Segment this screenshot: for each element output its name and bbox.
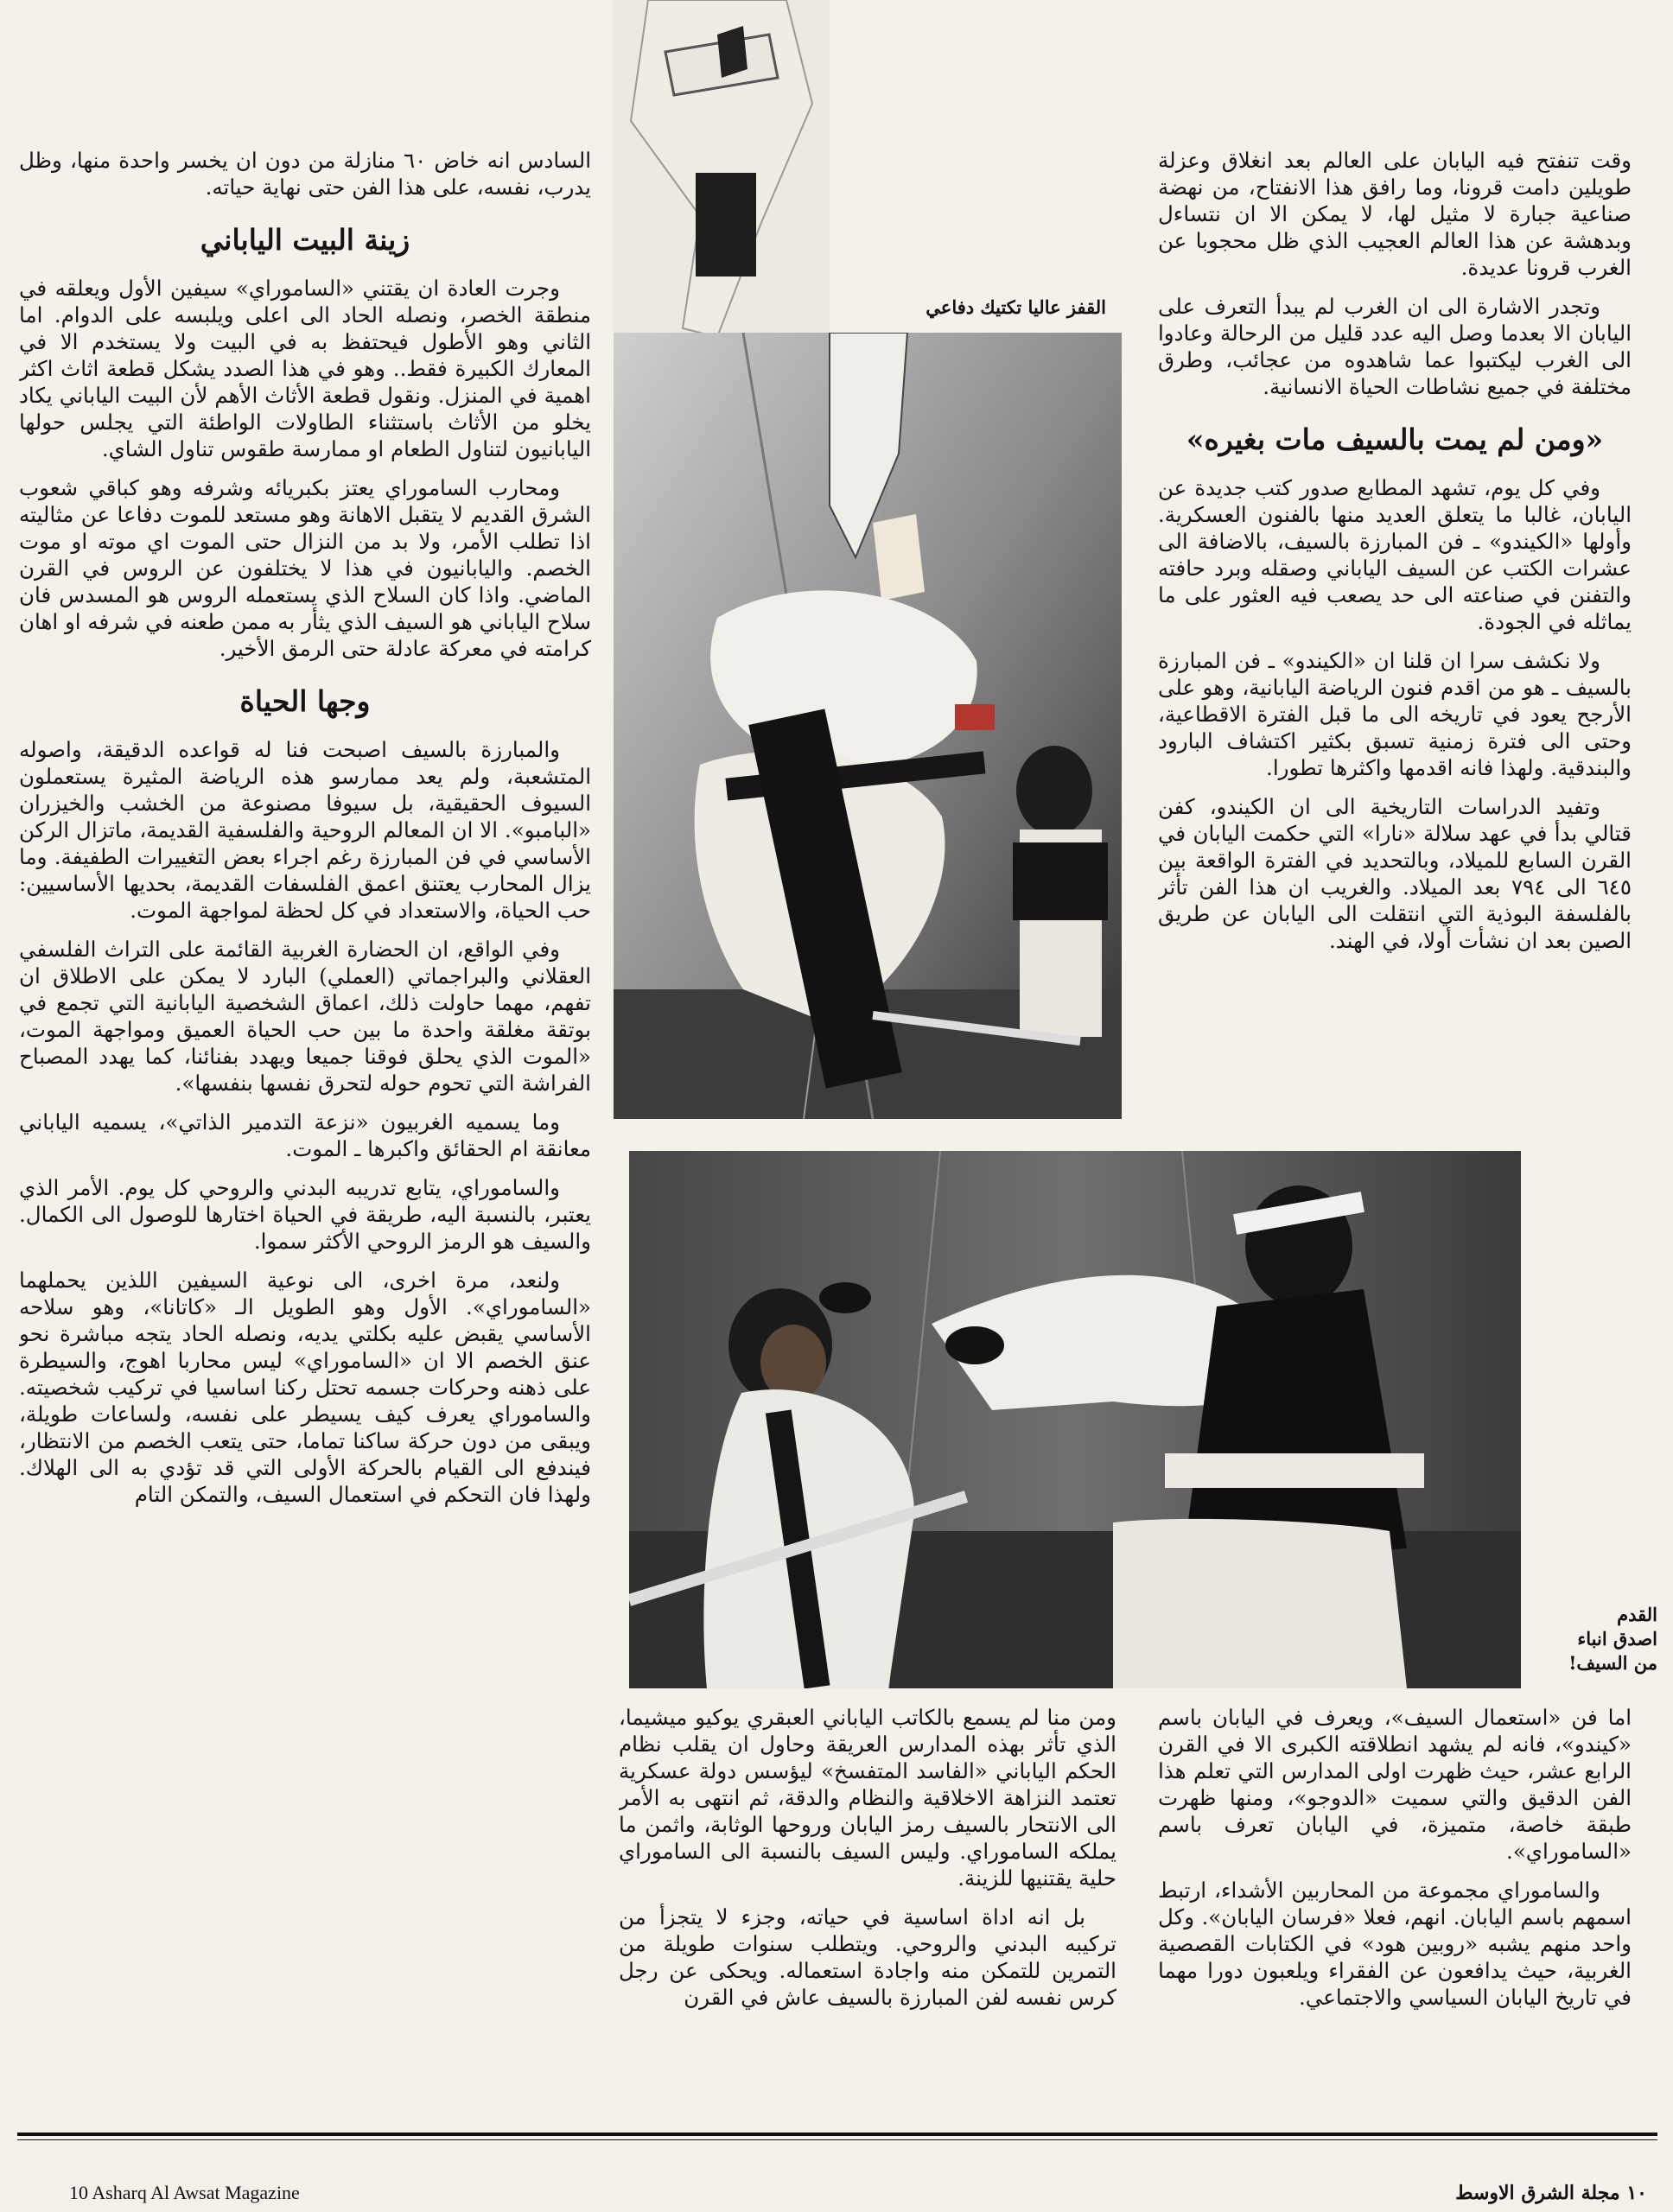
paragraph: ولا نكشف سرا ان قلنا ان «الكيندو» ـ فن المبارزة بالسيف ـ هو من اقدم فنون الرياضة اليابانية، وهو على الأرجح يعود في تاريخه الى ما قبل الفترة الاقطاعية، وحتى الى فترة زمنية تسبق بكثير اكتشاف البارود والبندقية. ولهذا فانه اقدمها واكثرها تطورا.: [1158, 648, 1632, 780]
article-right-column-top: [1158, 147, 1632, 1102]
paragraph: بل انه اداة اساسية في حياته، وجزء لا يتجزأ من تركيبه البدني والروحي. ويتطلب سنوات طويلة من التمرين للتمكن منه واجادة استعماله. ويحكى عن رجل كرس نفسه لفن المبارزة بالسيف عاش في القرن: [619, 1904, 1116, 2010]
caption-bottom-line2: اصدق انباء: [1577, 1628, 1657, 1649]
caption-bottom-line1: القدم: [1617, 1604, 1657, 1625]
paragraph: وتفيد الدراسات التاريخية الى ان الكيندو، كفن قتالي بدأ في عهد سلالة «نارا» التي حكمت اليابان في القرن السابع للميلاد، وبالتحديد في الفترة الواقعة بين ٦٤٥ الى ٧٩٤ بعد الميلاد. والغريب ان هذا الفن تأثر بالفلسفة البوذية التي انتقلت الى اليابان عن طريق الصين بعد ان نشأت أولا، في الهند.: [1158, 794, 1632, 953]
paragraph: اما فن «استعمال السيف»، ويعرف في اليابان باسم «كيندو»، فانه لم يشهد انطلاقته الكبرى الا في القرن الرابع عشر، حيث ظهرت اولى المدارس التي تعلم هذا الفن الدقيق والتي سميت «الدوجو»، ومنها ظهرت طبقة خاصة، متميزة، في اليابان تعرف باسم «الساموراي».: [1158, 1705, 1632, 1864]
photo-kendo-bottom-art: [629, 1151, 1521, 1688]
photo-kendo-bottom: [629, 1151, 1521, 1688]
paragraph: والمبارزة بالسيف اصبحت فنا له قواعده الدقيقة، واصوله المتشعبة، ولم يعد ممارسو هذه الرياضة المثيرة يستعملون السيوف الحقيقية، بل سيوفا مصنوعة من الخشب والخيزران «البامبو». الا ان المعالم الروحية والفلسفية القديمة، ماتزال الركن الأساسي في فن المبارزة رغم اجراء بعض التغييرات الطفيفة. وما يزال المحارب يعتنق اعمق الفلسفات القديمة، بحديها الأساسيين: حب الحياة، والاستعداد في كل لحظة لمواجهة الموت.: [19, 737, 591, 923]
paragraph: والساموراي مجموعة من المحاربين الأشداء، ارتبط اسمهم باسم اليابان. انهم، فعلا «فرسان اليابان». وكل واحد منهم يشبه «روبين هود» في الكتابات القصصية الغربية، حيث يدافعون عن الفقراء ويلعبون دورا مهما في تاريخ اليابان السياسي والاجتماعي.: [1158, 1878, 1632, 2010]
paragraph: وتجدر الاشارة الى ان الغرب لم يبدأ التعرف على اليابان الا بعدما وصل اليه عدد قليل من الرحالة وعادوا الى الغرب ليكتبوا عما شاهدوه من عجائب، وطرق مختلفة في جميع نشاطات الحياة الانسانية.: [1158, 294, 1632, 399]
paragraph: والساموراي، يتابع تدريبه البدني والروحي كل يوم. الأمر الذي يعتبر، بالنسبة اليه، طريقة في الحياة اختارها للوصول الى الكمال. والسيف هو الرمز الروحي الأكثر سموا.: [19, 1175, 591, 1254]
section-heading: «ومن لم يمت بالسيف مات بغيره»: [1186, 423, 1604, 456]
paragraph: وجرت العادة ان يقتني «الساموراي» سيفين الأول ويعلقه في منطقة الخصر، ونصله الحاد الى اعلى ويلبسه على الدوام. اما الثاني وهو الأطول فيحتفظ به في البيت ولا يستخدم الا في المعارك الكبيرة فقط.. وهو في هذا الصدد يشكل قطعة اثاث اكثر اهمية في المنزل. ونقول قطعة الأثاث الأهم لأن البيت الياباني يكاد يخلو من الأثاث باستثناء الطاولات الواطئة التي يجلس حولها اليابانيون لتناول الطعام او ممارسة طقوس تناول الشاي.: [19, 276, 591, 461]
leaping-figure-top: [614, 0, 830, 337]
caption-bottom-photo: [1528, 1603, 1657, 1675]
footer-rule: [17, 2133, 1657, 2136]
paragraph: وفي الواقع، ان الحضارة الغربية القائمة على التراث الفلسفي العقلاني والبراجماتي (العملي) البارد لا يمكن على الاطلاق ان تفهم، مهما حاولت ذلك، اعماق الشخصية اليابانية التي تجمع في بوتقة مغلقة واحدة ما بين حب الحياة العميق ومواجهة الموت، «الموت الذي يحلق فوقنا جميعا ويهدد بفنائنا، كما يهدد المصباح الفراشة التي تحوم حوله لتحرق نفسها بنفسها».: [19, 937, 591, 1096]
paragraph: ولنعد، مرة اخرى، الى نوعية السيفين اللذين يحملهما «الساموراي». الأول وهو الطويل الـ «كاتانا»، وهو سلاحه الأساسي يقبض عليه بكلتي يديه، ونصله الحاد يتجه مباشرة نحو عنق الخصم الا ان «الساموراي» ليس محاربا اهوج، والسيطرة على ذهنه وحركات جسمه تحتل ركنا اساسيا في تركيب شخصيته. والساموراي يعرف كيف يسيطر على نفسه، ولساعات طويلة، ويبقى من دون حركة ساكنا تماما، حتى يتعب الخصم من الانتظار، فيندفع الى القيام بالحركة الأولى التي قد تؤدي به الى الهلاك. ولهذا فان التحكم في استعمال السيف، والتمكن التام: [19, 1268, 591, 1507]
paragraph: ومن منا لم يسمع بالكاتب الياباني العبقري يوكيو ميشيما، الذي تأثر بهذه المدارس العريقة وحاول ان يقلب نظام الحكم الياباني «الفاسد المتفسخ» ليؤسس دولة عسكرية تعتمد النزاهة الاخلاقية والنظام والدقة، ثم انتهى به الأمر الى الانتحار بالسيف رمز اليابان وروحها الوثابة، واثمن ما يملكه الساموراي. وليس السيف بالنسبة الى الساموراي حلية يقتنيها للزينة.: [619, 1705, 1116, 1891]
paragraph: وما يسميه الغربيون «نزعة التدمير الذاتي»، يسميه الياباني معانقة ام الحقائق واكبرها ـ الموت.: [19, 1109, 591, 1161]
caption-top-photo: القفز عاليا تكتيك دفاعي: [926, 296, 1106, 318]
footer-left-folio: 10 Asharq Al Awsat Magazine: [69, 2182, 300, 2203]
section-heading: وجها الحياة: [239, 684, 371, 718]
section-heading: زينة البيت الياباني: [200, 223, 410, 257]
article-left-column: [19, 147, 591, 2120]
photo-kendo-vertical-art: [614, 333, 1122, 1119]
paragraph: ومحارب الساموراي يعتز بكبريائه وشرفه وهو كباقي شعوب الشرق القديم لا يتقبل الاهانة وهو مستعد للموت دفاعا عن مثاليته اذا تطلب الأمر، ولا بد من النزال حتى الموت اي موته او موت الخصم. واليابانيون في هذا لا يختلفون عن الروس في القرن الماضي. واذا كان السلاح الذي يستعمله الروس هو المسدس فان سلاح الياباني هو السيف الذي يثأر به ممن طعنه في شرفه او اهان كرامته في معركة عادلة حتى الرمق الأخير.: [19, 475, 591, 661]
photo-leap-top: [614, 0, 830, 337]
caption-bottom-line3: من السيف!: [1568, 1652, 1657, 1674]
paragraph: السادس انه خاض ٦٠ منازلة من دون ان يخسر واحدة منها، وظل يدرب، نفسه، على هذا الفن حتى نهاية حياته.: [19, 148, 591, 200]
footer-rule-thin: [17, 2139, 1657, 2140]
photo-kendo-vertical: [614, 333, 1122, 1119]
article-middle-bottom-column: [619, 1704, 1116, 2120]
paragraph: وقت تنفتح فيه اليابان على العالم بعد انغلاق وعزلة طويلين دامت قرونا، وما رافق هذا الانفتاح، من نهضة صناعية جبارة لا مثيل لها، لا يمكن الا ان نتساءل وبدهشة عن هذا العالم العجيب الذي ظل محجوبا عن الغرب قرونا عديدة.: [1158, 148, 1632, 280]
article-right-bottom-column: [1158, 1704, 1632, 2120]
footer-right-folio: ١٠ مجلة الشرق الاوسط: [1455, 2182, 1647, 2204]
paragraph: وفي كل يوم، تشهد المطابع صدور كتب جديدة عن اليابان، غالبا ما يتعلق العديد منها بالفنون العسكرية. وأولها «الكيندو» ـ فن المبارزة بالسيف، بالاضافة الى عشرات الكتب عن السيف الياباني وصقله وبرد حافته والتفنن في صناعته الى حد يصعب فيه العثور على ما يماثله في الجودة.: [1158, 475, 1632, 634]
